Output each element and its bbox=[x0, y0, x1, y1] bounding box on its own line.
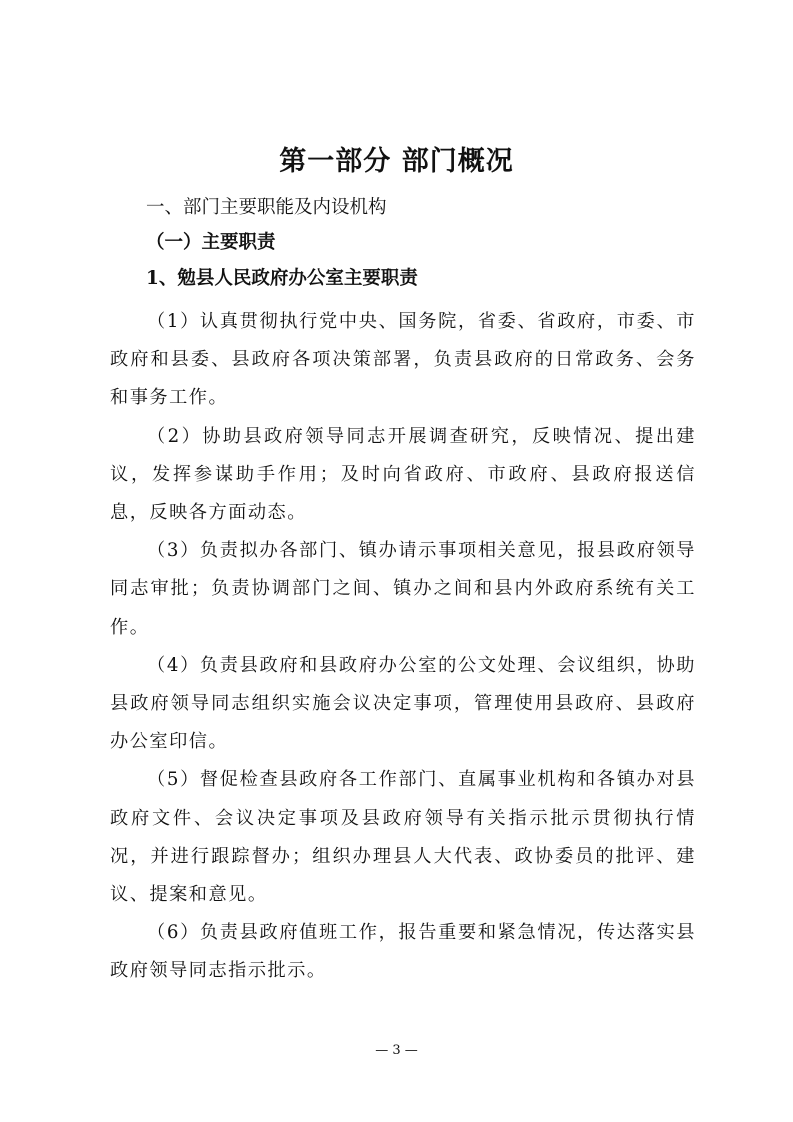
paragraph-1: （1）认真贯彻执行党中央、国务院，省委、省政府，市委、市政府和县委、县政府各项决策部署，负责县政府的日常政务、会务和事务工作。 bbox=[110, 311, 696, 409]
paragraph-5: （5）督促检查县政府各工作部门、直属事业机构和各镇办对县政府文件、会议决定事项及县政府领导有关指示批示贯彻执行情况，并进行跟踪督办；组织办理县人大代表、政协委员的批评、建议、提案和意见。 bbox=[110, 769, 696, 906]
paragraph-4: （4）负责县政府和县政府办公室的公文处理、会议组织，协助县政府领导同志组织实施会议决定事项，管理使用县政府、县政府办公室印信。 bbox=[110, 654, 696, 753]
paragraph-2: （2）协助县政府领导同志开展调查研究，反映情况、提出建议，发挥参谋助手作用；及时向省政府、市政府、县政府报送信息，反映各方面动态。 bbox=[110, 425, 696, 524]
subsection-heading: （一）主要职责 bbox=[146, 232, 276, 253]
page-number: — 3 — bbox=[375, 1043, 418, 1058]
item-heading: 1、勉县人民政府办公室主要职责 bbox=[146, 268, 418, 289]
page-title: 第一部分 部门概况 bbox=[279, 146, 514, 177]
paragraph-3: （3）负责拟办各部门、镇办请示事项相关意见，报县政府领导同志审批；负责协调部门之间、镇办之间和县内外政府系统有关工作。 bbox=[110, 540, 696, 638]
body-text bbox=[110, 303, 696, 991]
section-heading: 一、部门主要职能及内设机构 bbox=[146, 197, 387, 218]
paragraph-6: （6）负责县政府值班工作，报告重要和紧急情况，传达落实县政府领导同志指示批示。 bbox=[110, 922, 696, 982]
